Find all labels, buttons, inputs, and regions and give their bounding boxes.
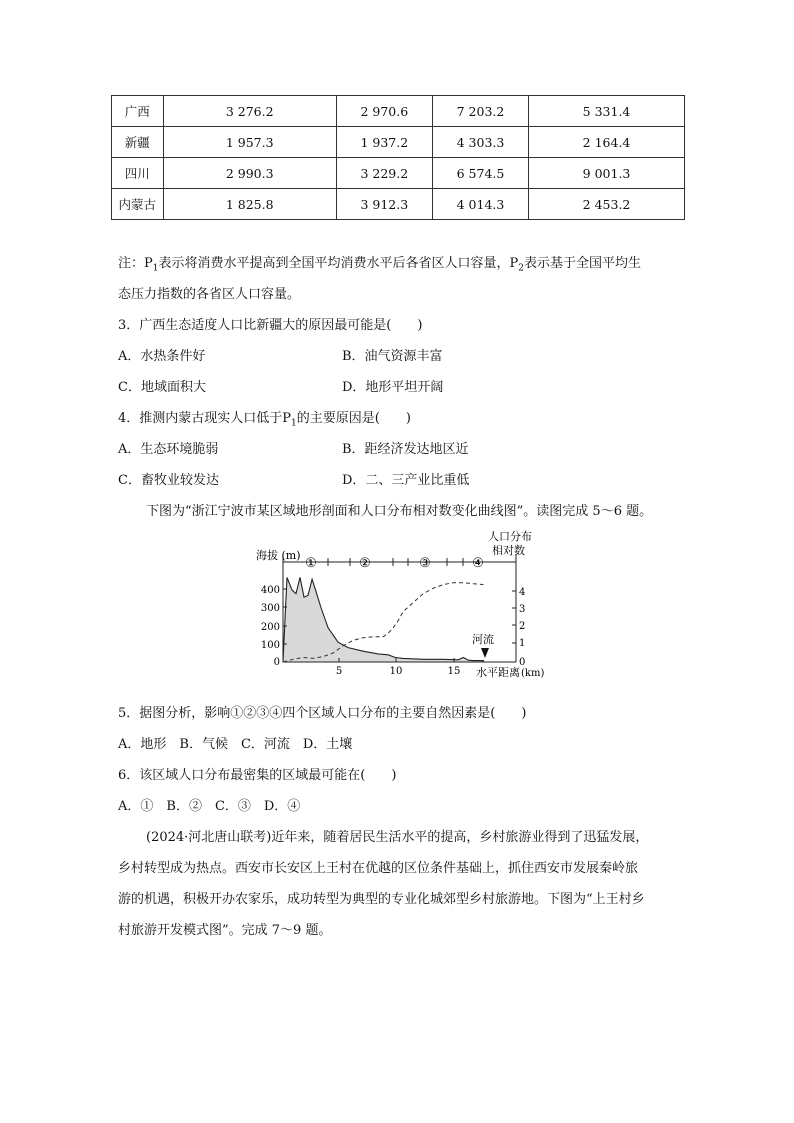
passage-line-3: 游的机遇，积极开办农家乐，成功转型为典型的专业化城郊型乡村旅游地。下图为“上王村乡	[118, 892, 645, 907]
table-cell: 3 912.3	[336, 189, 432, 220]
question-3-stem: 3．广西生态适度人口比新疆大的原因最可能是( )	[118, 318, 423, 333]
zone-2-label: ②	[359, 556, 371, 571]
question-4-stem: 4．推测内蒙古现实人口低于$P_1$的主要原因是( )	[118, 411, 411, 429]
table-cell: 四川	[112, 158, 164, 189]
question-6-stem: 6．该区域人口分布最密集的区域最可能在( )	[118, 768, 397, 783]
table-row	[112, 96, 685, 127]
table-cell: 3 229.2	[336, 158, 432, 189]
right-tick-label: 2	[519, 621, 526, 632]
table-cell: 1 825.8	[163, 189, 336, 220]
question-6-options: A．① B．② C．③ D．④	[118, 799, 301, 814]
x-axis-unit: (km)	[521, 668, 545, 679]
left-tick-label: 400	[260, 585, 280, 596]
passage-line-2: 乡村转型成为热点。西安市长安区上王村在优越的区位条件基础上，抓住西安市发展秦岭旅	[118, 861, 639, 876]
right-tick-label: 4	[519, 587, 526, 598]
x-axis-title: 水平距离	[476, 666, 520, 679]
question-4-option-b: B．距经济发达地区近	[342, 442, 469, 457]
table-cell: 9 001.3	[529, 158, 685, 189]
left-tick-label: 200	[260, 622, 280, 633]
zone-4-label: ④	[472, 556, 484, 571]
table-cell: 2 990.3	[163, 158, 336, 189]
table-row	[112, 189, 685, 220]
river-marker-icon	[481, 648, 489, 658]
question-3-option-d: D．地形平坦开阔	[342, 380, 444, 395]
table-note-line-1: 注：$P_1$表示将消费水平提高到全国平均消费水平后各省区人口容量，$P_2$表示基于全国平均生	[118, 256, 641, 274]
passage-line-4: 村旅游开发模式图”。完成 7～9 题。	[118, 923, 332, 938]
passage-line-1: (2024·河北唐山联考)近年来，随着居民生活水平的提高，乡村旅游业得到了迅猛发展，	[146, 830, 649, 845]
right-tick-label: 1	[519, 638, 526, 649]
zone-1-label: ①	[305, 556, 317, 571]
question-4-option-a: A．生态环境脆弱	[118, 442, 219, 457]
population-capacity-table	[111, 95, 685, 220]
question-4-option-d: D．二、三产业比重低	[342, 473, 470, 488]
table-cell: 5 331.4	[529, 96, 685, 127]
question-5-stem: 5．据图分析，影响①②③④四个区域人口分布的主要自然因素是( )	[118, 706, 527, 721]
left-axis-title: 海拔 (m)	[256, 549, 301, 562]
right-axis-title-1: 人口分布	[488, 530, 532, 543]
question-3-option-c: C．地域面积大	[118, 380, 206, 395]
table-cell: 3 276.2	[163, 96, 336, 127]
left-tick-label: 100	[260, 640, 280, 651]
table-cell: 1 957.3	[163, 127, 336, 158]
table-cell: 2 970.6	[336, 96, 432, 127]
table-cell: 广西	[112, 96, 164, 127]
table-row	[112, 127, 685, 158]
table-cell: 4 014.3	[432, 189, 528, 220]
table-note-line-2: 态压力指数的各省区人口容量。	[118, 287, 301, 302]
left-tick-label: 300	[260, 603, 280, 614]
left-tick-label: 0	[273, 657, 280, 668]
table-row	[112, 158, 685, 189]
table-cell: 7 203.2	[432, 96, 528, 127]
x-tick-label: 5	[335, 666, 343, 677]
table-cell: 新疆	[112, 127, 164, 158]
question-3-option-a: A．水热条件好	[118, 349, 206, 364]
figure-intro: 下图为“浙江宁波市某区域地形剖面和人口分布相对数变化曲线图”。读图完成 5～6 题。	[146, 504, 653, 519]
right-tick-label: 3	[519, 604, 526, 615]
table-cell: 6 574.5	[432, 158, 528, 189]
table-cell: 2 453.2	[529, 189, 685, 220]
question-4-option-c: C．畜牧业较发达	[118, 473, 219, 488]
x-tick-label: 15	[447, 666, 461, 677]
zone-3-label: ③	[419, 556, 431, 571]
x-tick-label: 10	[389, 666, 403, 677]
right-axis-title-2: 相对数	[492, 544, 525, 557]
table-cell: 1 937.2	[336, 127, 432, 158]
table-cell: 内蒙古	[112, 189, 164, 220]
table-cell: 2 164.4	[529, 127, 685, 158]
river-label: 河流	[472, 633, 494, 646]
question-5-options: A．地形 B．气候 C．河流 D．土壤	[118, 737, 353, 752]
right-tick-label: 0	[519, 657, 526, 668]
table-cell: 4 303.3	[432, 127, 528, 158]
terrain-population-figure	[250, 528, 550, 683]
terrain-profile-area	[283, 577, 483, 662]
question-3-option-b: B．油气资源丰富	[342, 349, 443, 364]
